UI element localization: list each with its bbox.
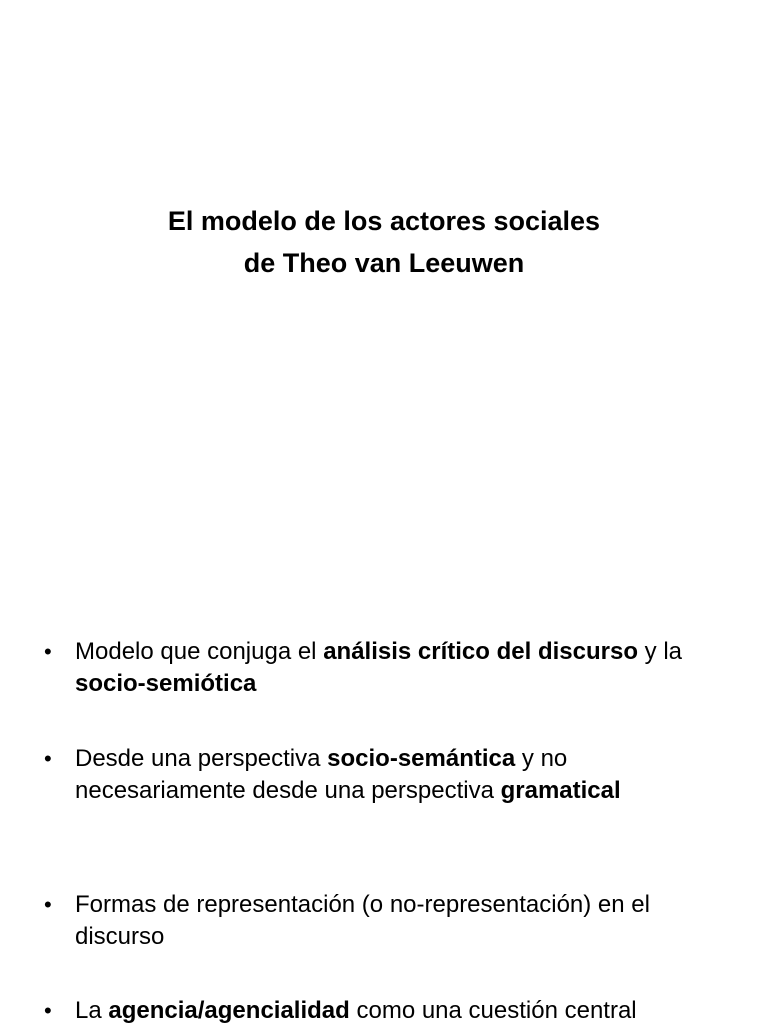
bullet-bold-text: análisis crítico del discurso <box>323 638 638 665</box>
slide-title-line-2: de Theo van Leeuwen <box>243 248 525 278</box>
slide-title-line-1: El modelo de los actores sociales <box>167 206 601 236</box>
bullet-bold-text: socio-semántica <box>327 745 516 772</box>
bullet-marker: • <box>44 892 52 917</box>
bullet-item <box>44 636 734 700</box>
bullet-marker: • <box>44 639 52 664</box>
bullet-item <box>44 889 734 953</box>
bullet-item <box>44 995 734 1024</box>
bullet-text: Desde una perspectiva <box>75 745 328 772</box>
bullet-item <box>44 743 734 807</box>
bullet-bold-text: socio-semiótica <box>75 670 257 697</box>
bullet-bold-text: agencia/agencialidad <box>108 997 350 1024</box>
bullet-text: y no necesariamente desde una perspectiva <box>75 745 568 804</box>
slide-title <box>0 200 768 284</box>
bullet-text: y la <box>637 638 682 665</box>
bullet-text: La <box>75 997 109 1024</box>
bullet-marker: • <box>44 746 52 771</box>
bullet-text: Modelo que conjuga el <box>75 638 324 665</box>
bullet-marker: • <box>44 998 52 1023</box>
bullet-text: Formas de representación (o no-representación) en el discurso <box>75 891 650 950</box>
bullet-bold-text: gramatical <box>500 777 621 804</box>
bullet-text: como una cuestión central <box>349 997 637 1024</box>
